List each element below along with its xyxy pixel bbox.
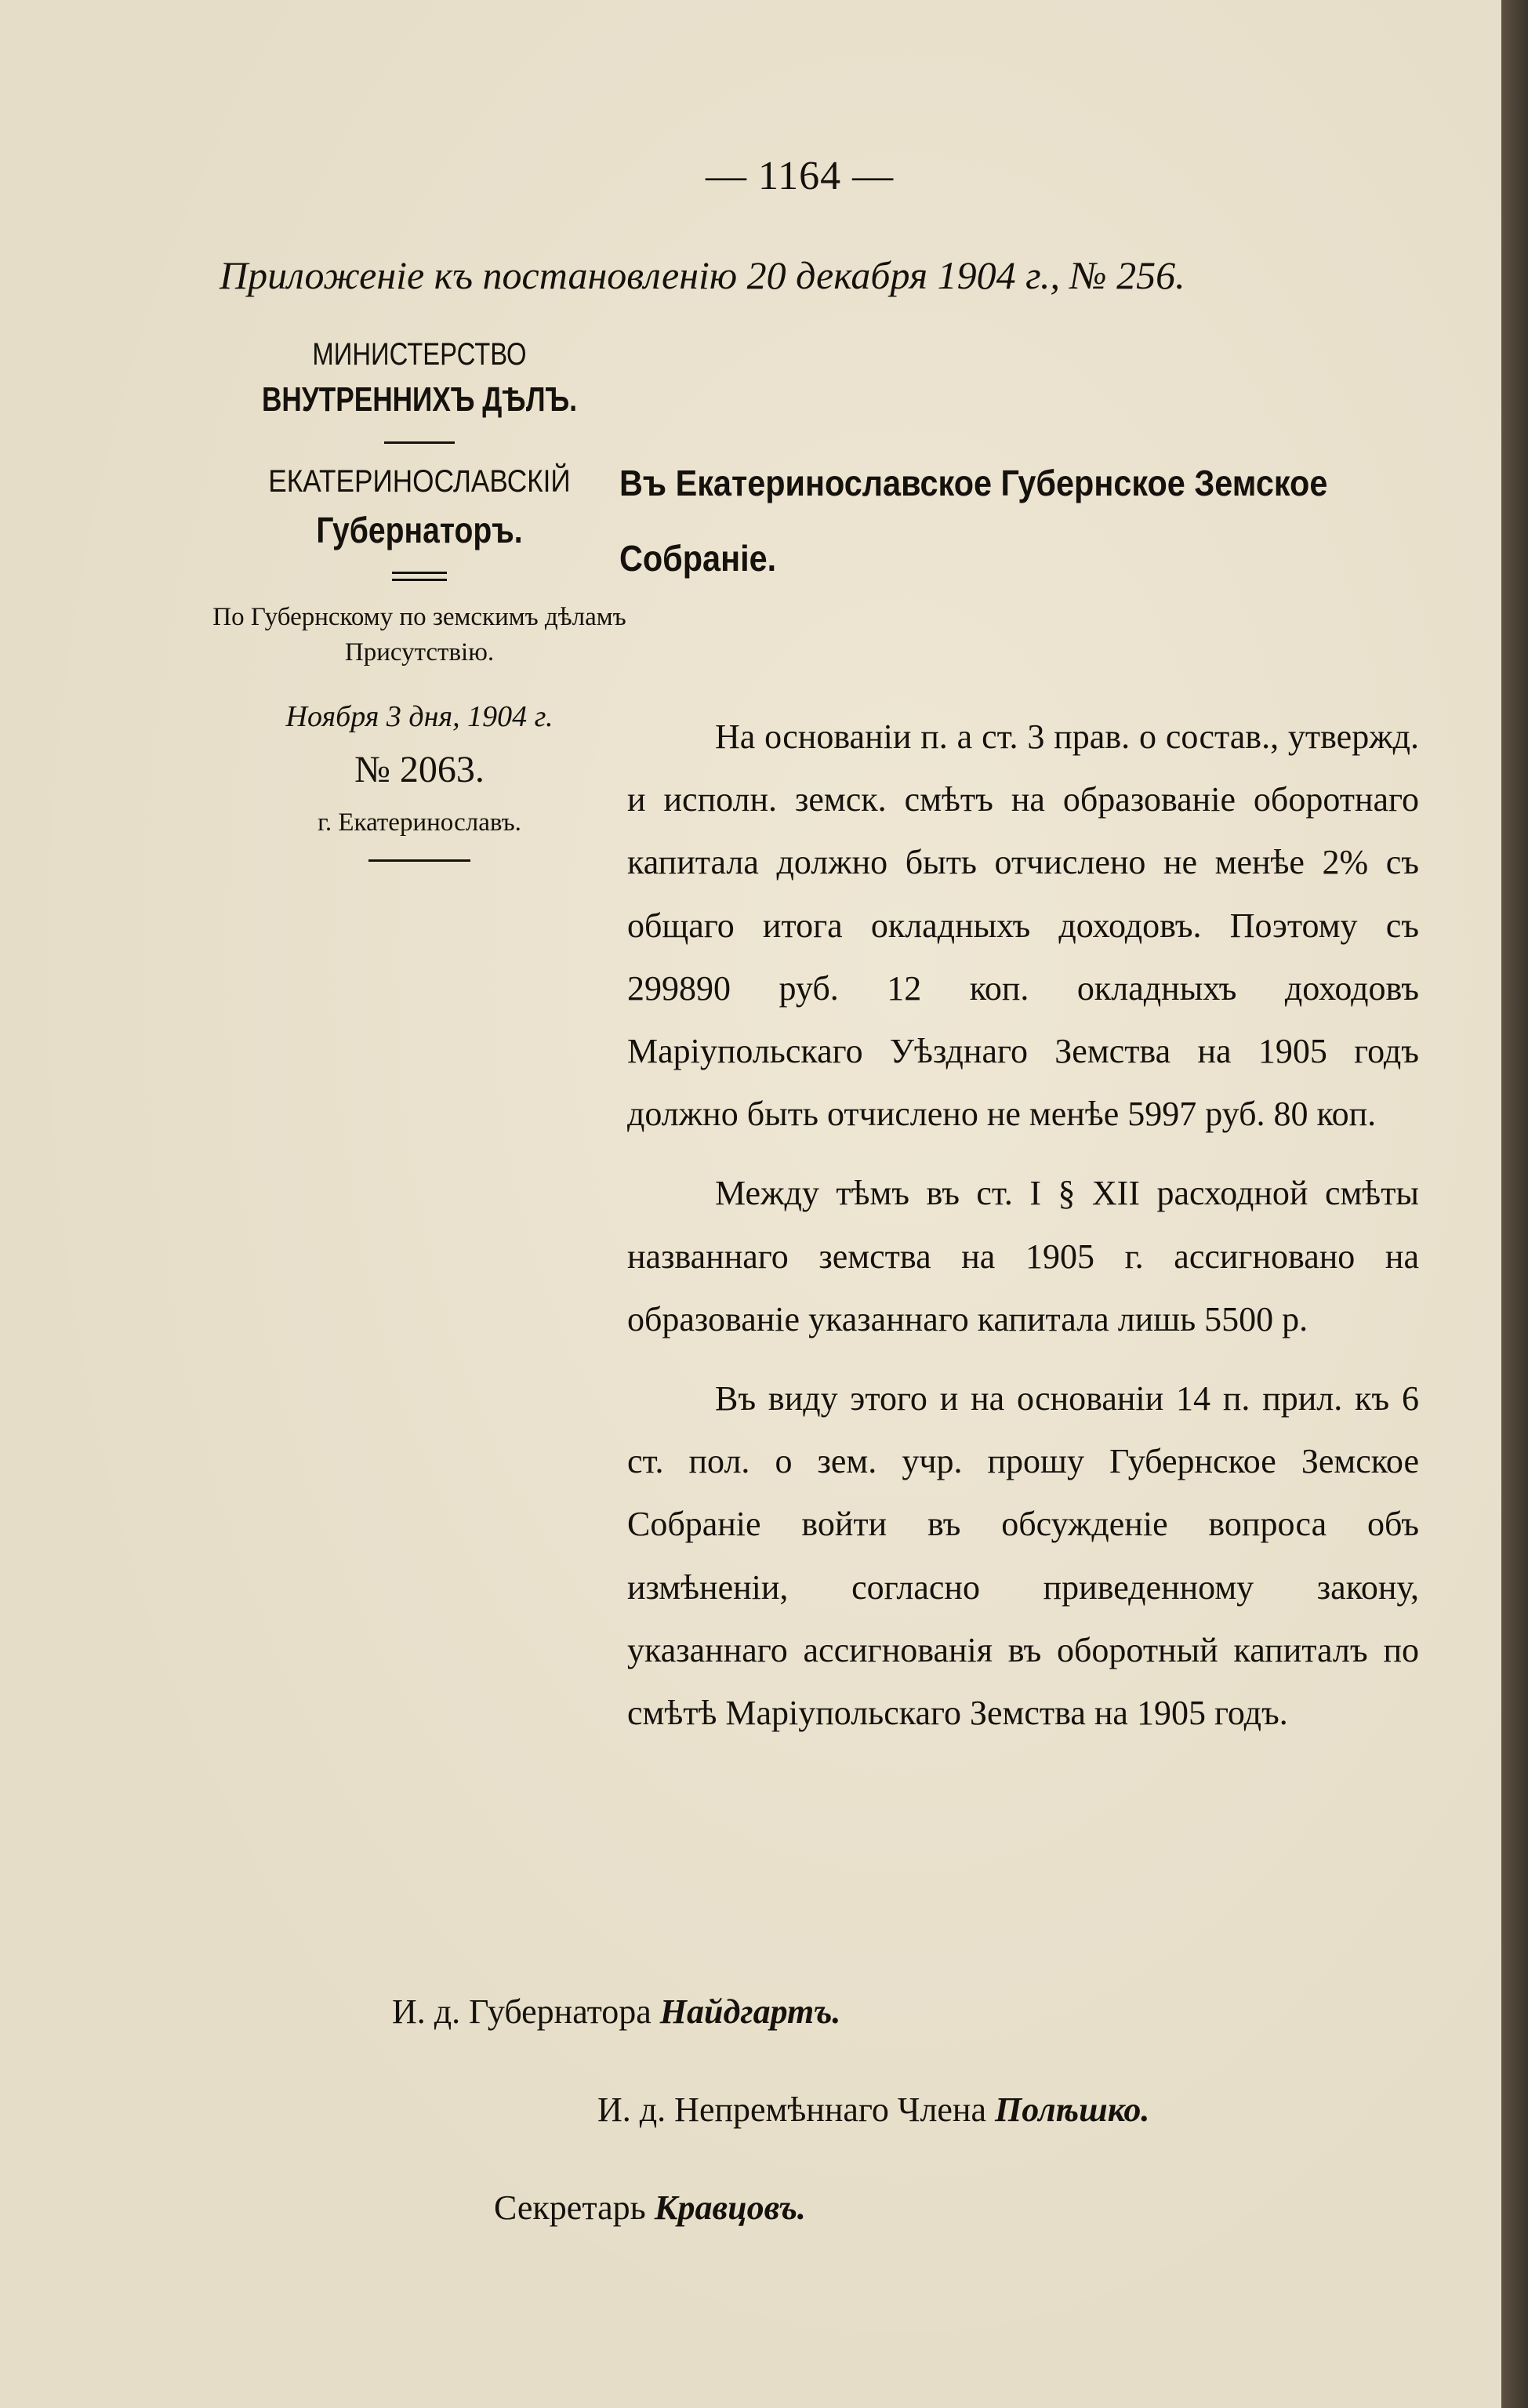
governor-line-1: ЕКАТЕРИНОСЛАВСКIЙ [268, 464, 571, 499]
ministry-line-1: МИНИСТЕРСТВО [312, 337, 527, 372]
governor-title: И. д. Губернатора [392, 1992, 651, 2031]
page-number: — 1164 — [706, 154, 895, 198]
department-text: По Губернскому по земскимъ дѣламъ Присутствiю. [212, 603, 626, 666]
paragraph-1: На основанiи п. а ст. 3 прав. о состав., утвержд. и исполн. земск. смѣтъ на образованiе оборотнаго капитала должно быть отчислено не менѣе 2% съ общаго итога окладныхъ доходовъ. Поэтому съ 299890 руб. 12 коп. окладныхъ доходовъ Марiупольскаго Уѣзднаго Земства на 1905 годъ должно быть отчислено не менѣе 5997 руб. 80 коп. [627, 717, 1419, 1134]
letter-date: Ноября 3 дня, 1904 г. [285, 700, 553, 734]
addressee-heading: Въ Екатеринославское Губернское Земское Собранiе. [619, 463, 1328, 579]
letter-number: № 2063. [354, 749, 485, 791]
secretary-title: Секретарь [494, 2188, 646, 2227]
letter-city: г. Екатеринославъ. [318, 808, 521, 837]
secretary-name: Кравцовъ. [654, 2188, 806, 2227]
paragraph-3: Въ виду этого и на основанiи 14 п. прил. къ 6 ст. пол. о зем. учр. прошу Губернское Земское Собранiе войти въ обсужденiе вопроса объ измѣненiи, согласно приведенному закону, указаннаго ассигнованiя въ оборотный капиталъ по смѣтѣ Марiупольскаго Земства на 1905 годъ. [627, 1379, 1419, 1733]
governor-line-2: Губернаторъ. [316, 510, 523, 550]
member-name: Полѣшко. [995, 2090, 1150, 2129]
appendix-heading: Приложенiе къ постановленiю 20 декабря 1904 г., № 256. [220, 253, 1185, 297]
divider [384, 441, 455, 444]
divider [368, 859, 470, 862]
member-title: И. д. Непремѣннаго Члена [597, 2090, 987, 2129]
sender-block [200, 337, 639, 862]
book-spine-edge [1501, 0, 1528, 2408]
secretary-signature [494, 2188, 806, 2228]
member-signature [597, 2090, 1149, 2130]
letter-body [627, 706, 1419, 1745]
ministry-line-2: ВНУТРЕННИХЪ ДѢЛЪ. [262, 380, 577, 419]
governor-signature [392, 1992, 840, 2032]
paragraph-2: Между тѣмъ въ ст. I § XII расходной смѣты названнаго земства на 1905 г. ассигновано на образованiе указаннаго капитала лишь 5500 р. [627, 1174, 1419, 1338]
double-divider [392, 572, 447, 581]
governor-name: Найдгартъ. [659, 1992, 841, 2031]
